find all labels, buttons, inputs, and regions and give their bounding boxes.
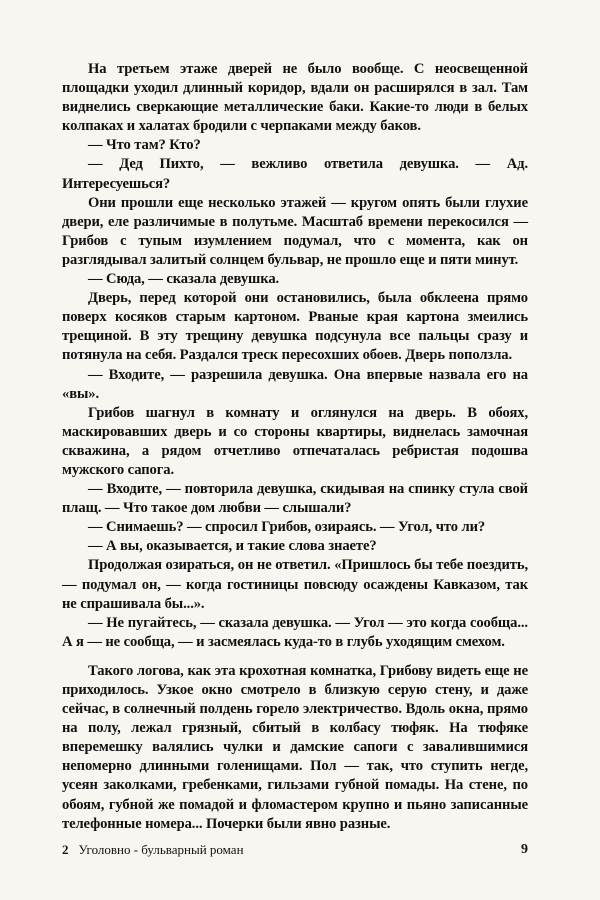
page-footer (62, 840, 528, 860)
paragraph: Продолжая озираться, он не ответил. «Пришлось бы тебе поездить, — подумал он, — когда гостиницы повсюду осаждены Кавказом, так не спрашивала бы...». (62, 557, 528, 612)
paragraph: — Дед Пихто, — вежливо ответила девушка. — Ад. Интересуешься? (62, 156, 528, 192)
paragraph: — А вы, оказывается, и такие слова знаете? (88, 538, 377, 555)
paragraph: Грибов шагнул в комнату и оглянулся на дверь. В обоях, маскировавших дверь и со стороны квартиры, виднелась замочная скважина, а рядом отчетливо отпечаталась ребристая подошва мужского сапога. (62, 404, 528, 478)
page-number: 9 (521, 842, 528, 857)
signature-mark (62, 840, 244, 860)
signature-number: 2 (62, 842, 69, 857)
page-body (62, 60, 528, 834)
paragraph: — Снимаешь? — спросил Грибов, озираясь. — Угол, что ли? (88, 519, 486, 536)
paragraph: На третьем этаже дверей не было вообще. С неосвещенной площадки уходил длинный коридор, вдали он расширялся в зал. Там виднелись сверкающие металлические баки. Какие-то люди в белых колпаках и халатах бродили с черпаками между баков. (62, 61, 528, 135)
paragraph: — Сюда, — сказала девушка. (88, 271, 280, 288)
paragraph: — Входите, — разрешила девушка. Она впервые назвала его на «вы». (62, 366, 528, 402)
paragraph: Такого логова, как эта крохотная комнатка, Грибову видеть еще не приходилось. Узкое окно смотрело в близкую серую стену, и даже сейчас, в солнечный полдень горело электричество. Вдоль окна, прямо на полу, лежал грязный, сбитый в колбасу тюфяк. На тюфяке вперемешку валялись чулки и дамские сапоги с завалившимися непомерно длинными голенищами. Пол — так, что ступить негде, усеян заколками, гребенками, гильзами губной помады. На стене, по обоям, губной же помадой и фломастером крупно и пьяно записанные телефонные номера... Почерки были явно разные. (62, 662, 528, 832)
paragraph: Дверь, перед которой они остановились, была обклеена прямо поверх косяков старым картоном. Рваные края картона змеились трещиной. В эту трещину девушка подсунула все пальцы сразу и потянула на себя. Раздался треск пересохших обоев. Дверь поползла. (62, 290, 528, 364)
paragraph: — Входите, — повторила девушка, скидывая на спинку стула свой плащ. — Что такое дом любви — слышали? (62, 481, 528, 517)
paragraph: — Не пугайтесь, — сказала девушка. — Угол — это когда сообща... А я — не сообща, — и засмеялась куда-то в глубь уходящим смехом. (62, 614, 528, 650)
paragraph: Они прошли еще несколько этажей — кругом опять были глухие двери, еле различимые в полутьме. Масштаб времени перекосился — Грибов с тупым изумлением подумал, что с момента, как он разглядывал залитый солнцем бульвар, не прошло еще и пяти минут. (62, 194, 528, 268)
paragraph: — Что там? Кто? (88, 137, 201, 154)
signature-title: Уголовно - бульварный роман (78, 842, 244, 857)
